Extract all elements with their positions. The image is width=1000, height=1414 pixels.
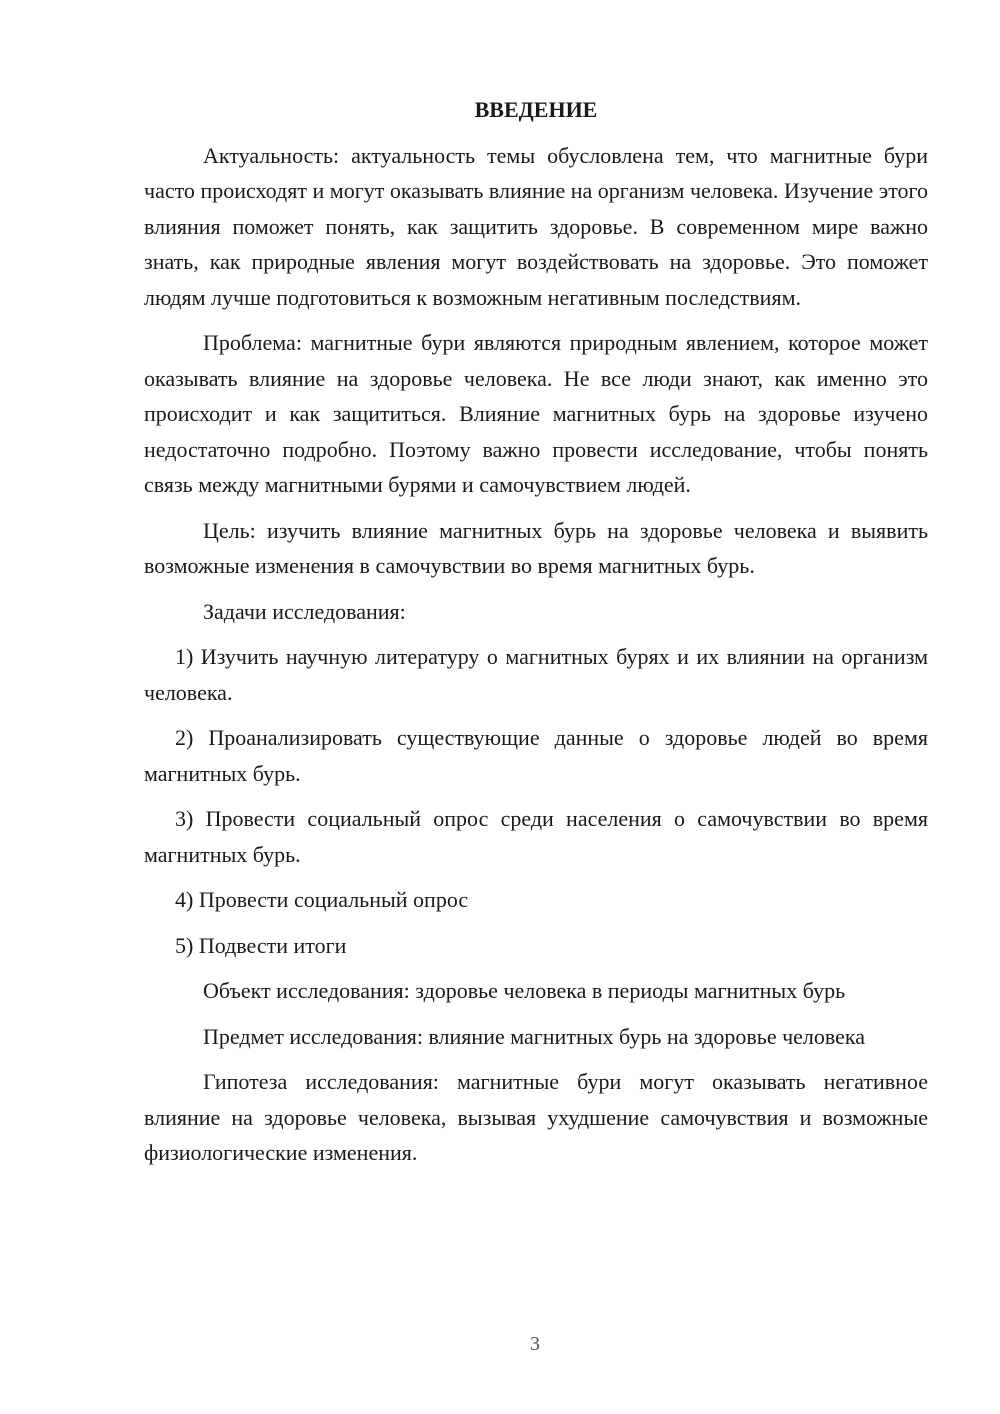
subject-paragraph: Предмет исследования: влияние магнитных бурь на здоровье человека xyxy=(203,1023,866,1049)
document-page xyxy=(144,92,928,1181)
page-number: 3 xyxy=(530,1333,540,1355)
task-item-4: 4) Провести социальный опрос xyxy=(175,887,469,912)
task-item-5: 5) Подвести итоги xyxy=(175,932,347,958)
tasks-heading: Задачи исследования: xyxy=(203,598,406,624)
relevance-paragraph: Актуальность: актуальность темы обусловлена тем, что магнитные бури часто происходят и могут оказывать влияние на организм человека. Изучение этого влияния поможет понять, как защитить здоровье. В современном мире важно знать, как природные явления могут воздействовать на здоровье. Это поможет людям лучше подготовиться к возможным негативным последствиям. xyxy=(144,142,928,310)
object-paragraph: Объект исследования: здоровье человека в периоды магнитных бурь xyxy=(203,978,846,1003)
goal-paragraph: Цель: изучить влияние магнитных бурь на здоровье человека и выявить возможные изменения в самочувствии во время магнитных бурь. xyxy=(144,517,928,578)
section-title: ВВЕДЕНИЕ xyxy=(474,97,598,122)
hypothesis-paragraph: Гипотеза исследования: магнитные бури могут оказывать негативное влияние на здоровье человека, вызывая ухудшение самочувствия и возможные физиологические изменения. xyxy=(144,1069,928,1165)
problem-paragraph: Проблема: магнитные бури являются природным явлением, которое может оказывать влияние на здоровье человека. Не все люди знают, как именно это происходит и как защититься. Влияние магнитных бурь на здоровье изучено недостаточно подробно. Поэтому важно провести исследование, чтобы понять связь между магнитными бурями и самочувствием людей. xyxy=(144,330,928,497)
task-item-3: 3) Провести социальный опрос среди населения о самочувствии во время магнитных бурь. xyxy=(144,806,928,867)
task-item-1: 1) Изучить научную литературу о магнитных бурях и их влиянии на организм человека. xyxy=(144,644,928,705)
tasks-list xyxy=(144,639,928,963)
task-item-2: 2) Проанализировать существующие данные о здоровье людей во время магнитных бурь. xyxy=(144,725,928,786)
